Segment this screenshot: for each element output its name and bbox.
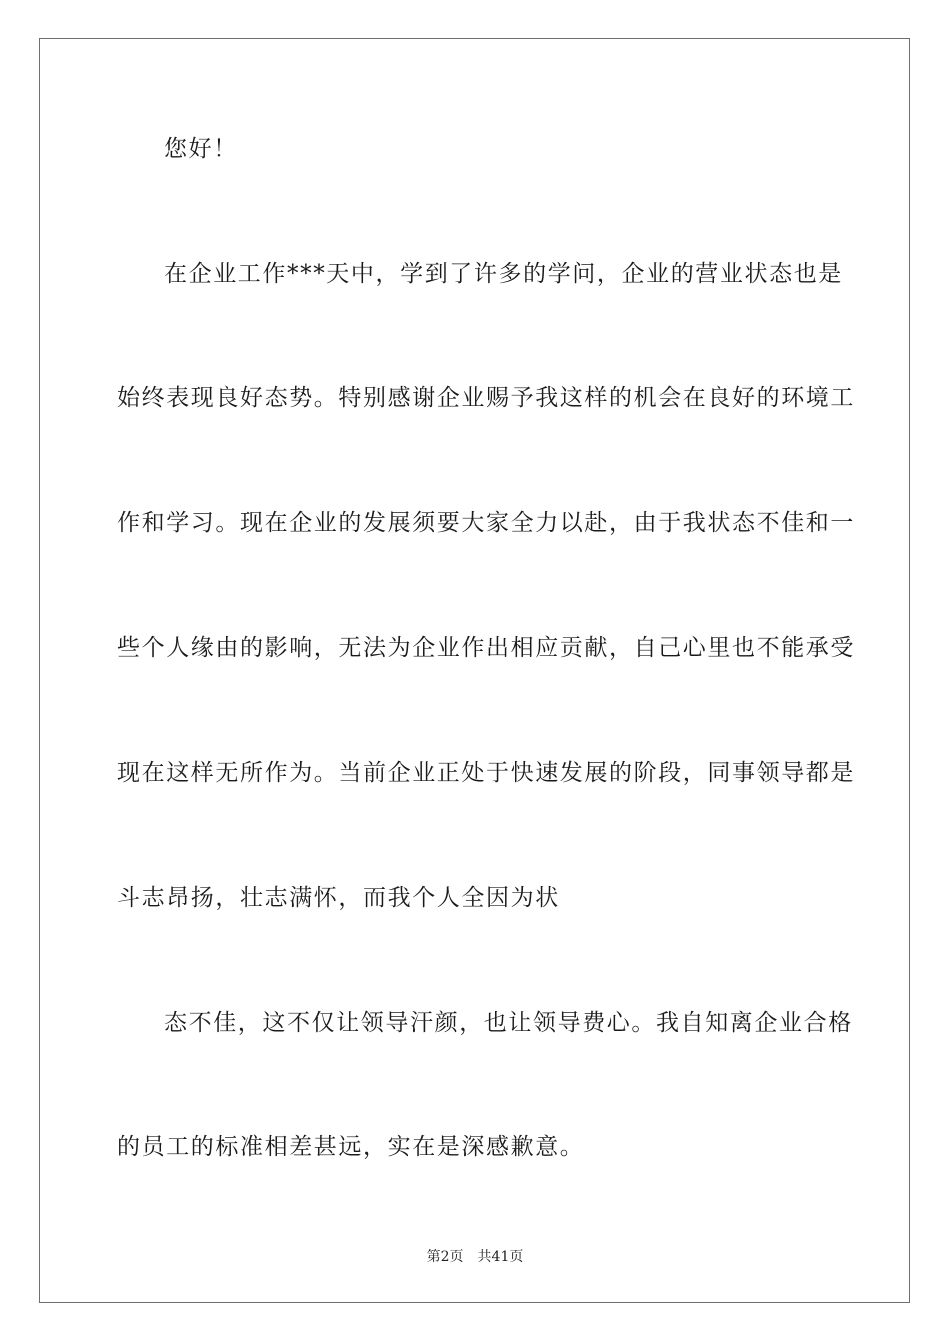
- body-line-2: 始终表现良好态势。特别感谢企业赐予我这样的机会在良好的环境工: [117, 385, 855, 411]
- body-line-8: 的员工的标准相差甚远，实在是深感歉意。: [117, 1134, 585, 1160]
- greeting-line: 您好！: [164, 136, 238, 162]
- body-line-3: 作和学习。现在企业的发展须要大家全力以赴，由于我状态不佳和一: [117, 510, 855, 536]
- body-line-7: 态不佳，这不仅让领导汗颜，也让领导费心。我自知离企业合格: [164, 1010, 853, 1036]
- body-line-4: 些个人缘由的影响，无法为企业作出相应贡献，自己心里也不能承受: [117, 635, 855, 661]
- page-footer: [0, 1248, 950, 1266]
- page-border: [39, 38, 910, 1303]
- body-line-1: 在企业工作***天中，学到了许多的学问，企业的营业状态也是: [164, 261, 843, 287]
- body-line-6: 斗志昂扬，壮志满怀，而我个人全因为状: [117, 885, 560, 911]
- page-total: 共41页: [477, 1249, 524, 1265]
- body-line-5: 现在这样无所作为。当前企业正处于快速发展的阶段，同事领导都是: [117, 760, 855, 786]
- page-number: 第2页: [426, 1249, 464, 1265]
